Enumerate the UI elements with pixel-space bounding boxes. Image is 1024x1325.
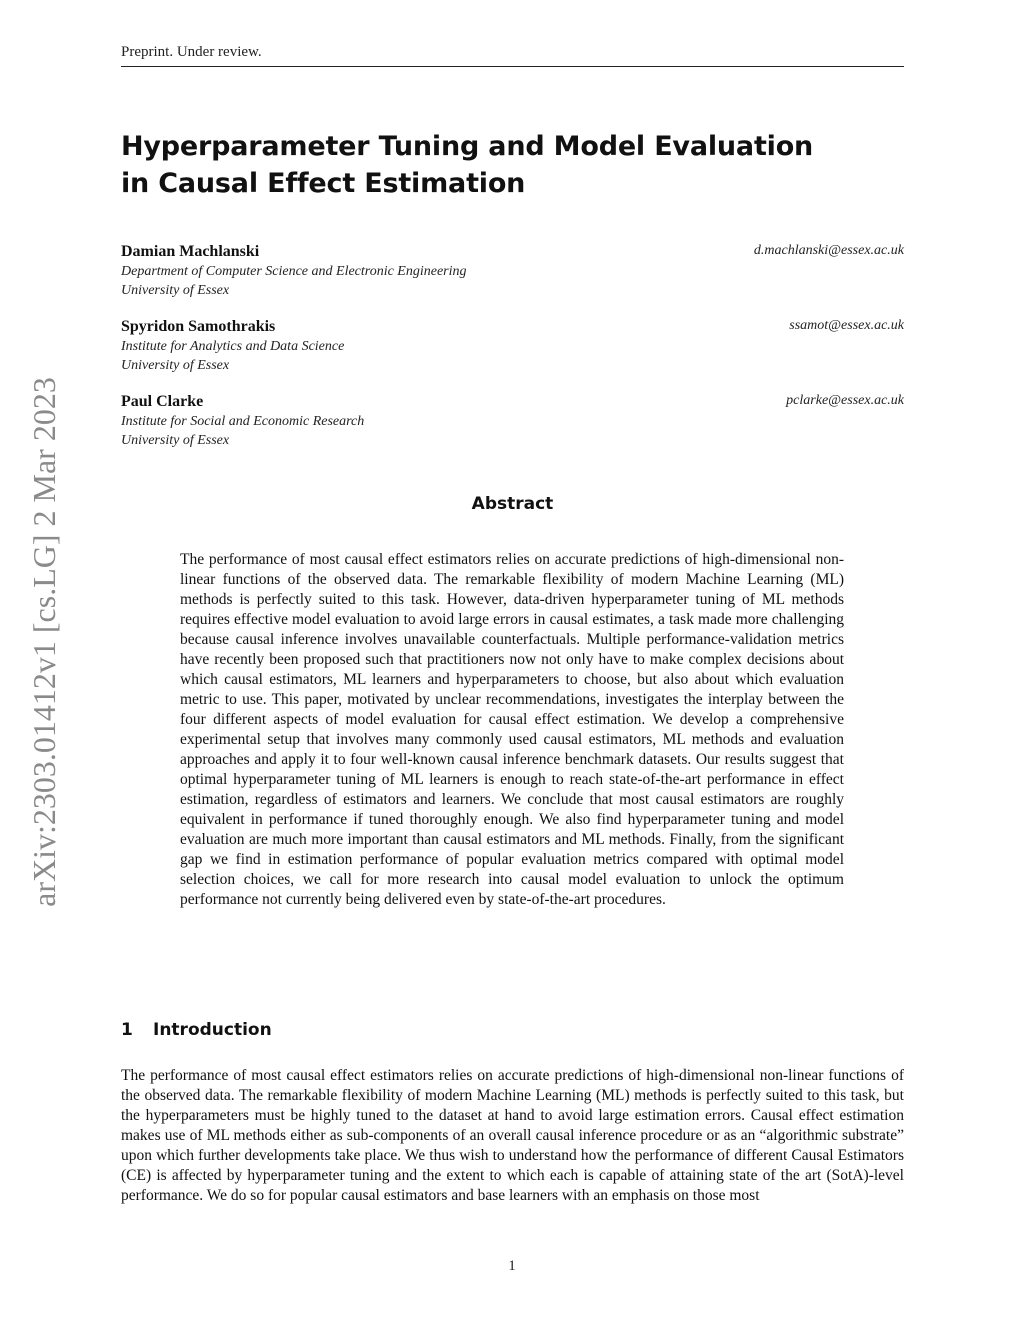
author-university: University of Essex — [121, 358, 230, 373]
running-head: Preprint. Under review. — [121, 44, 904, 67]
paper-title-line-1: Hyperparameter Tuning and Model Evaluation — [121, 131, 814, 162]
author-university: University of Essex — [121, 433, 230, 448]
author-department: Institute for Social and Economic Research — [121, 414, 365, 429]
author-email[interactable]: pclarke@essex.ac.uk — [786, 393, 904, 408]
paper-title-line-2: in Causal Effect Estimation — [121, 168, 526, 199]
section-heading-introduction — [121, 1020, 272, 1040]
section-number: 1 — [121, 1020, 133, 1040]
author-email[interactable]: ssamot@essex.ac.uk — [789, 318, 904, 333]
author-department: Department of Computer Science and Electronic Engineering — [121, 264, 467, 279]
author-department: Institute for Analytics and Data Science — [121, 339, 345, 354]
author-university: University of Essex — [121, 283, 230, 298]
arxiv-identifier-stamp[interactable]: arXiv:2303.01412v1 [cs.LG] 2 Mar 2023 — [26, 377, 62, 907]
author-block-2 — [121, 317, 904, 375]
paper-title — [121, 128, 821, 202]
section-title: Introduction — [153, 1020, 272, 1040]
abstract-text: The performance of most causal effect estimators relies on accurate predictions of high-dimensional non-linear functions of the observed data. The remarkable flexibility of modern Machine Learning (ML) methods is perfectly suited to this task. However, data-driven hyperparameter tuning of ML methods requires effective model evaluation to avoid large errors in causal estimates, a task made more challenging because causal inference involves unavailable counterfactuals. Multiple performance-validation metrics have recently been proposed such that practitioners now not only have to make complex decisions about which causal estimators, ML learners and hyperparameters to choose, but also about which evaluation metric to use. This paper, motivated by unclear recommendations, investigates the interplay between the four different aspects of model evaluation for causal effect estimation. We develop a comprehensive experimental setup that involves many commonly used causal estimators, ML methods and evaluation approaches and apply it to four well-known causal inference benchmark datasets. Our results suggest that optimal hyperparameter tuning of ML learners is enough to reach state-of-the-art performance in effect estimation, regardless of estimators and learners. We conclude that most causal estimators are roughly equivalent in performance if tuned thoroughly enough. We also find hyperparameter tuning and model evaluation are much more important than causal estimators and ML methods. Finally, from the significant gap we find in estimation performance of popular evaluation metrics compared with optimal model selection choices, we call for more research into causal model evaluation to unlock the optimum performance not currently being delivered even by state-of-the-art procedures. — [180, 551, 844, 908]
page-number: 1 — [508, 1258, 516, 1274]
author-name: Damian Machlanski — [121, 243, 260, 260]
author-email[interactable]: d.machlanski@essex.ac.uk — [753, 243, 904, 258]
abstract-heading: Abstract — [471, 494, 554, 514]
introduction-paragraph: The performance of most causal effect estimators relies on accurate predictions of high-dimensional non-linear functions of the observed data. The remarkable flexibility of modern Machine Learning (ML) methods is perfectly suited to this task, but the hyperparameters must be highly tuned to the dataset at hand to avoid large estimation errors. Causal effect estimation makes use of ML methods either as sub-components of an overall causal inference procedure or as an “algorithmic substrate” upon which further developments take place. We thus wish to understand how the performance of different Causal Estimators (CE) is affected by hyperparameter tuning and the extent to which each is capable of attaining state of the art (SotA)-level performance. We do so for popular causal estimators and base learners with an emphasis on those most — [121, 1067, 904, 1204]
author-name: Spyridon Samothrakis — [121, 318, 276, 335]
author-block-1 — [121, 242, 904, 300]
author-block-3 — [121, 392, 904, 450]
author-name: Paul Clarke — [121, 393, 204, 410]
